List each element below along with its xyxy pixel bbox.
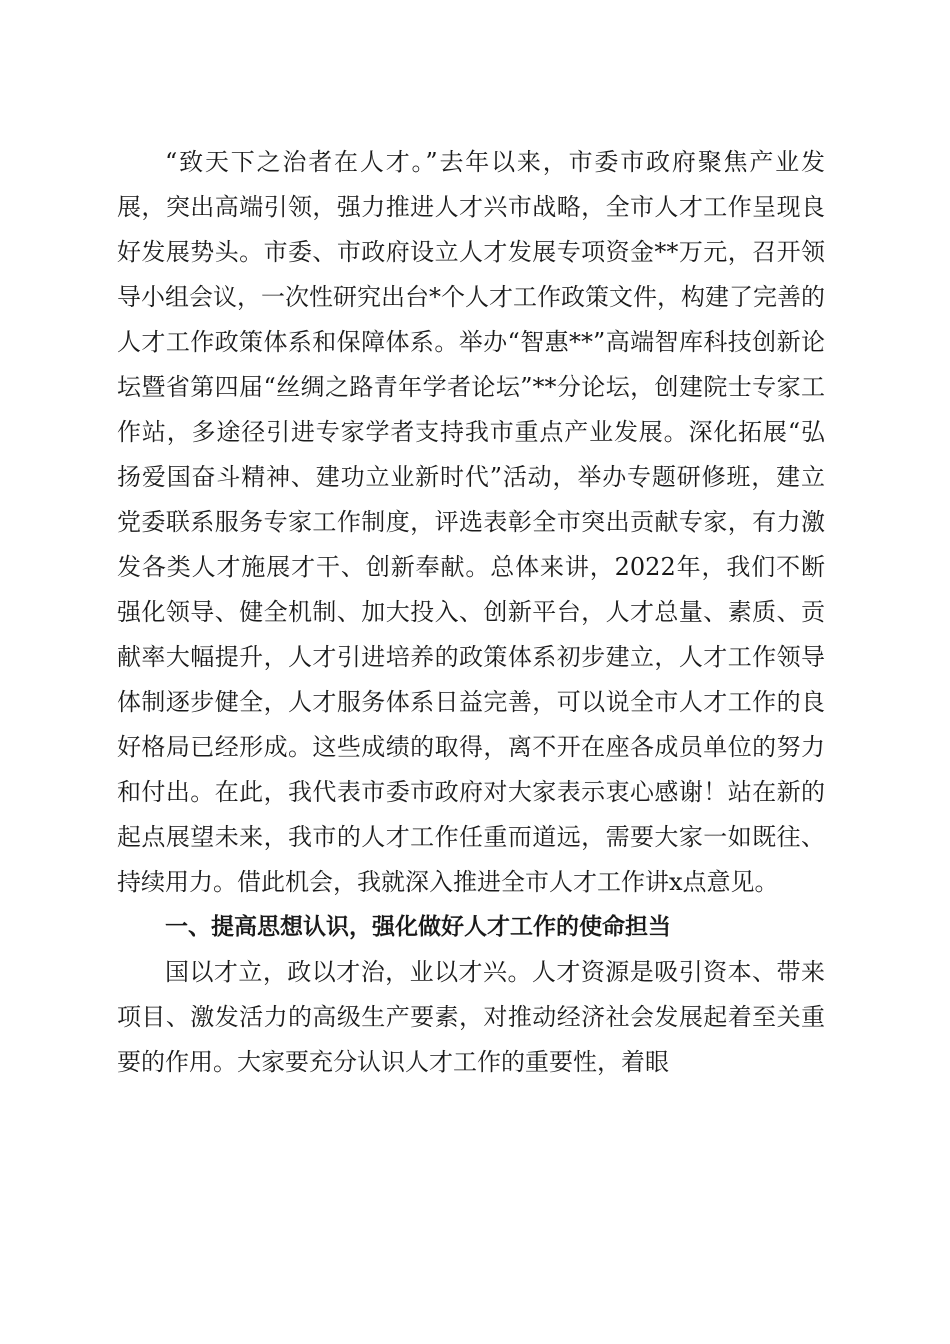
section-paragraph: 国以才立，政以才治，业以才兴。人才资源是吸引资本、带来项目、激发活力的高级生产要素，对推动经济社会发展起着至关重要的作用。大家要充分认识人才工作的重要性，着眼 [117, 958, 825, 1076]
intro-paragraph: “致天下之治者在人才。”去年以来，市委市政府聚焦产业发展，突出高端引领，强力推进人才兴市战略，全市人才工作呈现良好发展势头。市委、市政府设立人才发展专项资金**万元，召开领导小组会议，一次性研究出台*个人才工作政策文件，构建了完善的人才工作政策体系和保障体系。举办“智惠**”高端智库科技创新论坛暨省第四届“丝绸之路青年学者论坛”**分论坛，创建院士专家工作站，多途径引进专家学者支持我市重点产业发展。深化拓展“弘扬爱国奋斗精神、建功立业新时代”活动，举办专题研修班，建立党委联系服务专家工作制度，评选表彰全市突出贡献专家，有力激发各类人才施展才干、创新奉献。总体来讲，2022年，我们不断强化领导、健全机制、加大投入、创新平台，人才总量、素质、贡献率大幅提升，人才引进培养的政策体系初步建立，人才工作领导体制逐步健全，人才服务体系日益完善，可以说全市人才工作的良好格局已经形成。这些成绩的取得，离不开在座各成员单位的努力和付出。在此，我代表市委市政府对大家表示衷心感谢！站在新的起点展望未来，我市的人才工作任重而道远，需要大家一如既往、持续用力。借此机会，我就深入推进全市人才工作讲x点意见。 [117, 148, 825, 896]
section-heading: 一、提高思想认识，强化做好人才工作的使命担当 [165, 914, 671, 940]
document-body [117, 140, 825, 1085]
